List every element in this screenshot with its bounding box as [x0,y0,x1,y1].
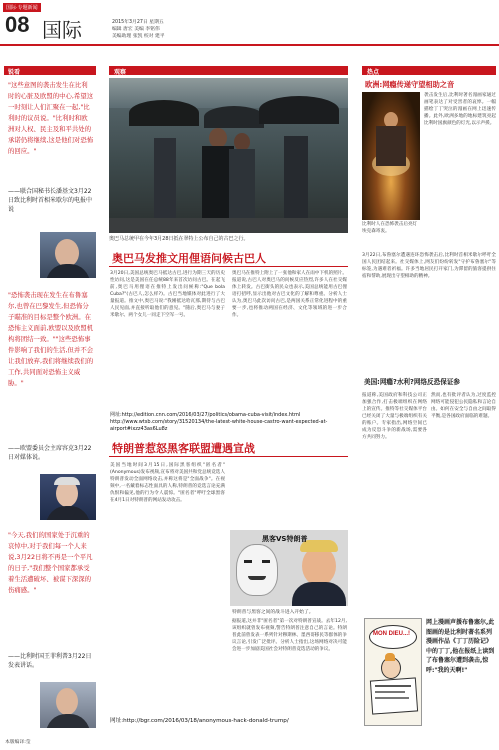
section-badge: 国际·专题新闻 [3,3,41,12]
trump-title-rule [109,456,348,457]
quote-philippe-source: ——比利时国王菲利普3月22日发表讲话。 [8,653,92,669]
us-body-col2: 然而,也有批评者认为,过度监控网络可能侵犯公民隐私和言论自由。如何在安全与自由之间取得平衡,是各国政府面临的难题。 [431,393,496,419]
section-bar-right [362,66,496,75]
europe-body-right: 袭击发生后,比利时著名漫画家通过画笔表达了对受害者的哀悼。一幅描绘丁丁哭泣的漫画在网上迅速传播。此外,欧洲多地的地标建筑亮起比利时国旗颜色的灯光,以示声援。 [424,93,496,126]
king-philippe-photo [40,682,96,728]
tab-redian: 热点 [367,69,380,76]
tab-ruikan: 锐看 [8,69,21,76]
editor-line: 编辑 唐宏 美编 李铭伟 [112,27,160,32]
footer-credit: 本版编译:莹 [5,740,31,745]
belgium-candle-photo [362,92,420,220]
quote-juncker: "恐怖袭击现在发生在布鲁塞尔,也曾在巴黎发生,但恐怖分子瞄准的目标是整个欧洲。在恐怖主义面前,欧盟以及欧盟机构将团结一致。""这些恐怖事件影响了我们的生活,但并不会让我们放弃,我们将继续我们的工作,共同面对恐怖主义威胁。" [8,291,94,387]
us-subheadline: 美国:网瘾?水利?网络反恐保证参 [364,378,461,386]
obama-body-col2: 奥巴马在推特上附上了一张他和家人在雨中下机的照片。报道说,古巴人对奥巴马的问候反应热烈,许多人在社交媒体上转发。古巴街头的民众也表示,美国总统能用古巴俚语打招呼,显示出他对古巴文化的了解和尊重。分析人士认为,奥巴马此次访问古巴,是两国关系正常化进程中的重要一步,也将推动两国在经济、文化等领域的进一步合作。 [232,271,347,318]
anonymous-vs-trump-label: 黑客VS特朗普 [262,535,308,543]
obama-headline: 奥巴马发推文用俚语问候古巴人 [112,252,266,265]
belgium-photo-caption: 比利时人在恐怖袭击后亮灯埃克森寄衷。 [362,222,418,234]
europe-headline: 欧洲:网瘾传递守望相助之音 [365,80,455,89]
quote-ban-ki-moon-source: ——联合国秘书长潘基文3月22日致比利时首相米歇尔的电报中说 [8,188,93,213]
quote-juncker-source: ——欧盟委员会主席容克3月22日对媒体说。 [8,445,92,461]
cartoon-speech-text: MON DIEU...! [373,631,410,637]
obama-photo-caption: 奥巴马总统甲在今年3月28日抵在翠特上公布自己的古巴之行。 [109,236,249,242]
europe-body-main: 3月22日,布鲁塞尔遭遇连环恐怖袭击后,比利时首相米歇尔呼吁全国人民团结起来。社交媒体上,网友们纷纷转发"守护布鲁塞尔"等标签,为遇难者祈福。许多当地居民打开家门,为滞留的旅客提供住宿和帮助,展现出守望相助的精神。 [362,253,496,279]
trump-body-col1: 美国当地时间3月15日,国际黑客组织"匿名者"(Anonymous)发布视频,宣布将对美国共和党总统竞选人特朗普发动全面网络攻击,并称这将是"全面战争"。在视频中,一名戴着标志性面具的人称,特朗普的竞选言论充满仇恨和偏见,他的行为令人震惊。"匿名者"呼吁全球黑客在4月1日对特朗普的网站发动攻击。 [110,463,225,503]
obama-rain-photo [109,78,348,233]
tintin-cartoon [364,618,422,726]
obama-link[interactable]: 网址:http://edition.cnn.com/2016/03/27/politics/obama-cuba-visit/index.html http://www.wtsb.com/story/31520134/the-latest-white-house-castro-want-expected-at-airport#ixzz43as6Lu8z [110,412,328,432]
section-bar-mid [109,66,348,75]
obama-title-rule [109,266,348,267]
proof-line: 美编助理 张凯 校对 建平 [112,34,165,39]
page-number: 08 [5,12,30,37]
us-body-col1: 报道称,美国政府和科技公司正加强合作,打击极端组织在网络上的宣传。推特等社交媒体平台已经关闭了大量与极端组织有关的账户。专家指出,网络空间已成为反恐斗争的新战场,需要各方共同努力。 [362,393,427,440]
juncker-photo [40,474,96,520]
trump-headline: 特朗普惹怒黑客联盟遭遇宣战 [112,442,255,455]
trump-body-col2: 据报道,这并非"匿名者"第一次对特朗普宣战。去年12月,该组织就曾发布视频,警告特朗普注意自己的言论。特朗普此前曾发表一系列针对穆斯林、墨西哥移民等群体的争议言论,引发广泛批评。分析人士指出,这场网络对决可能会进一步加剧美国社会对特朗普竞选活动的争议。 [232,619,347,652]
trump-link[interactable]: 网址:http://bgr.com/2016/03/18/anonymous-hack-donald-trump/ [110,718,289,724]
tab-guancha: 观察 [114,69,127,76]
quote-philippe: "今天,我们的国家处于沉重的哀悼中,对于我们每一个人来说,3月22日将不再是一个平凡的日子,"我们整个国家都承受着生活遭破坏、被谋下深深的伤痛感。" [8,531,93,594]
header-rule [0,44,499,46]
tintin-caption: 网上漫画声援布鲁塞尔,此图画的是比利时著名系列漫画作品《丁丁历险记》中的丁丁,他在报纸上读到了布鲁塞尔遭到袭击,惊呼:"我的天啊!" [426,619,495,674]
trump-photo-caption: 特朗普与黑客之间的战斗进入开始了。 [232,610,314,615]
ban-ki-moon-photo [40,232,96,278]
obama-body-col1: 3月20日,美国总统奥巴马抵达古巴,进行为期三天的历史性访问,这是美国在任总统88年来首次访问古巴。在起飞前,奥巴马用俚语在推特上发出问候称:"Que bola Cuba?"(古巴人,怎么样?)。古巴当地媒体对此进行了大量报道。推文中,奥巴马说:"我刚抵达哈瓦那,期待与古巴人民见面,并直接听取他们的意见。"随后,奥巴马与妻子米歇尔、两个女儿一同走下空军一号。 [110,271,225,318]
quote-ban-ki-moon: "这些意图的袭击发生在比利时的心脏及欧盟的中心,希望这一时刻让人们汇聚在一起,"比利时的议员说。"比利时和欧洲对人权、民主及和平共处的承诺仍将继续,这是他们对恐怖的回应。" [8,81,94,155]
page-name: 国际 [42,20,82,42]
date-line: 2015年3月27日 星期五 [112,20,164,25]
